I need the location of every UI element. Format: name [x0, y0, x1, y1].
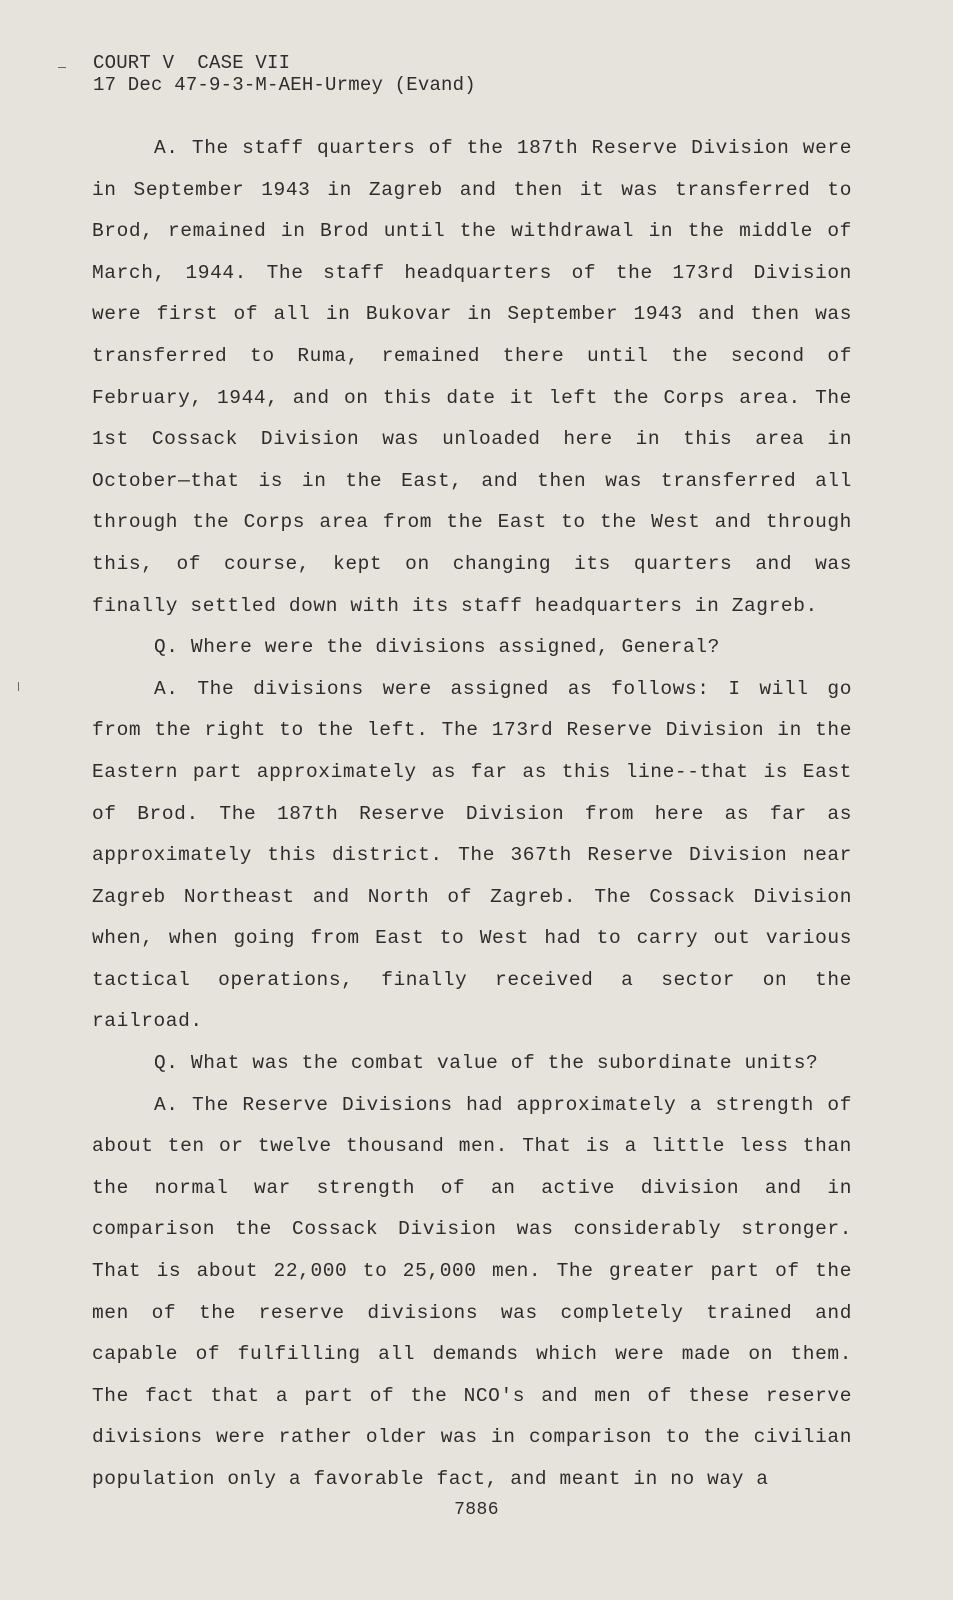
- margin-mark: [58, 67, 66, 68]
- transcript-body: [92, 128, 852, 1501]
- page-number: 7886: [454, 1500, 499, 1520]
- court-case-line: COURT V CASE VII: [93, 52, 291, 74]
- question-paragraph: Q. Where were the divisions assigned, General?: [154, 636, 720, 659]
- margin-mark: [18, 682, 19, 691]
- answer-paragraph: A. The divisions were assigned as follows: I will go from the right to the left. The 173rd Reserve Division in the Eastern part approximately as far as this line--that is East of Brod. The 187th Reserve Division from here as far as approximately this district. The 367th Reserve Division near Zagreb Northeast and North of Zagreb. The Cossack Division when, when going from East to West had to carry out various tactical operations, finally received a sector on the railroad.: [92, 677, 852, 1033]
- document-header: [93, 52, 476, 96]
- answer-paragraph: A. The staff quarters of the 187th Reserve Division were in September 1943 in Zagreb and then it was transferred to Brod, remained in Brod until the withdrawal in the middle of March, 1944. The staff headquarters of the 173rd Division were first of all in Bukovar in September 1943 and then was transferred to Ruma, remained there until the second of February, 1944, and on this date it left the Corps area. The 1st Cossack Division was unloaded here in this area in October—that is in the East, and then was transferred all through the Corps area from the East to the West and through this, of course, kept on changing its quarters and was finally settled down with its staff headquarters in Zagreb.: [92, 137, 852, 617]
- question-paragraph: Q. What was the combat value of the subordinate units?: [154, 1052, 819, 1075]
- answer-paragraph: A. The Reserve Divisions had approximately a strength of about ten or twelve thousand men. That is a little less than the normal war strength of an active division and in comparison the Cossack Division was considerably stronger. That is about 22,000 to 25,000 men. The greater part of the men of the reserve divisions was completely trained and capable of fulfilling all demands which were made on them. The fact that a part of the NCO's and men of these reserve divisions were rather older was in comparison to the civilian population only a favorable fact, and meant in no way a: [92, 1093, 852, 1490]
- date-reference-line: 17 Dec 47-9-3-M-AEH-Urmey (Evand): [93, 74, 476, 96]
